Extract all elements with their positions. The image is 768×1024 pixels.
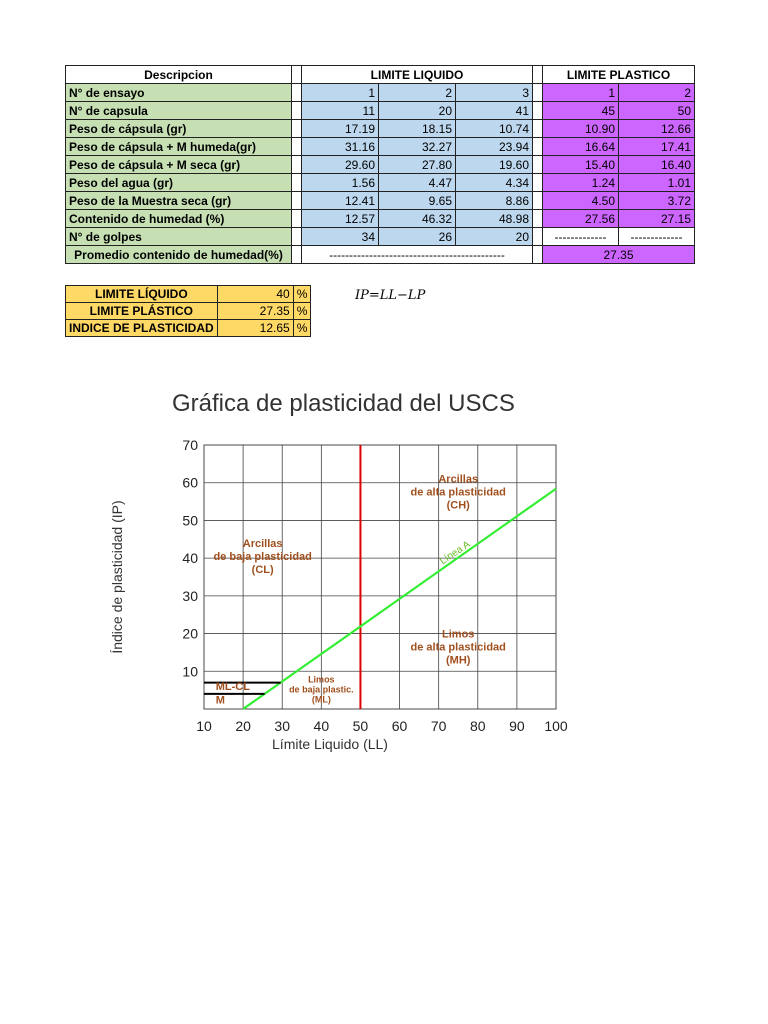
plastic-limit-cell: ------------- bbox=[543, 228, 619, 246]
region-label: M bbox=[215, 694, 225, 707]
liquid-limit-cell: 1.56 bbox=[302, 174, 379, 192]
table-row bbox=[66, 174, 695, 192]
gap-cell bbox=[292, 174, 302, 192]
average-label: Promedio contenido de humedad(%) bbox=[66, 246, 292, 264]
liquid-limit-cell: 3 bbox=[456, 84, 533, 102]
liquid-limit-cell: 12.41 bbox=[302, 192, 379, 210]
table-row bbox=[66, 102, 695, 120]
gap-cell bbox=[533, 120, 543, 138]
table-row bbox=[66, 192, 695, 210]
row-label: N° de capsula bbox=[66, 102, 292, 120]
plastic-limit-cell: ------------- bbox=[619, 228, 695, 246]
liquid-limit-cell: 8.86 bbox=[456, 192, 533, 210]
summary-value: 12.65 bbox=[217, 320, 293, 337]
liquid-limit-cell: 18.15 bbox=[379, 120, 456, 138]
plastic-limit-cell: 12.66 bbox=[619, 120, 695, 138]
gap-cell bbox=[292, 156, 302, 174]
gap-cell bbox=[292, 228, 302, 246]
gap-cell bbox=[533, 84, 543, 102]
liquid-limit-cell: 10.74 bbox=[456, 120, 533, 138]
gap-cell bbox=[533, 66, 543, 84]
y-tick-label: 10 bbox=[182, 663, 198, 680]
y-tick-label: 60 bbox=[182, 474, 198, 491]
table-row bbox=[66, 228, 695, 246]
row-label: Peso de cápsula (gr) bbox=[66, 120, 292, 138]
summary-row bbox=[66, 320, 311, 337]
chart-title: Gráfica de plasticidad del USCS bbox=[172, 390, 515, 417]
plastic-limit-cell: 16.40 bbox=[619, 156, 695, 174]
x-tick-label: 100 bbox=[544, 718, 568, 734]
summary-label: INDICE DE PLASTICIDAD bbox=[66, 320, 218, 337]
plastic-limit-cell: 15.40 bbox=[543, 156, 619, 174]
x-axis-label: Límite Liquido (LL) bbox=[272, 736, 388, 752]
row-label: Peso de cápsula + M humeda(gr) bbox=[66, 138, 292, 156]
gap-cell bbox=[292, 66, 302, 84]
liquid-limit-cell: 48.98 bbox=[456, 210, 533, 228]
summary-row bbox=[66, 286, 311, 303]
gap-cell bbox=[292, 120, 302, 138]
table-body bbox=[66, 84, 695, 246]
liquid-limit-cell: 9.65 bbox=[379, 192, 456, 210]
table-row bbox=[66, 156, 695, 174]
table-row bbox=[66, 138, 695, 156]
plastic-limit-cell: 1 bbox=[543, 84, 619, 102]
region-label: ML-CL bbox=[215, 681, 250, 694]
plastic-limit-cell: 45 bbox=[543, 102, 619, 120]
liquid-limit-cell: 46.32 bbox=[379, 210, 456, 228]
liquid-limit-cell: 17.19 bbox=[302, 120, 379, 138]
region-label: (CL) bbox=[251, 563, 274, 576]
region-label: de alta plasticidad bbox=[410, 641, 506, 654]
region-label: Arcillas bbox=[438, 473, 479, 486]
average-row bbox=[66, 246, 695, 264]
gap-cell bbox=[533, 156, 543, 174]
region-label: (MH) bbox=[446, 654, 471, 667]
liquid-limit-cell: 1 bbox=[302, 84, 379, 102]
plastic-limit-cell: 50 bbox=[619, 102, 695, 120]
y-tick-label: 70 bbox=[182, 437, 198, 453]
liquid-limit-cell: 19.60 bbox=[456, 156, 533, 174]
liquid-limit-cell: 20 bbox=[379, 102, 456, 120]
summary-label: LIMITE PLÁSTICO bbox=[66, 303, 218, 320]
row-label: N° de ensayo bbox=[66, 84, 292, 102]
liquid-limit-cell: 23.94 bbox=[456, 138, 533, 156]
liquid-limit-cell: 32.27 bbox=[379, 138, 456, 156]
gap-cell bbox=[533, 192, 543, 210]
summary-row bbox=[66, 303, 311, 320]
row-label: Contenido de humedad (%) bbox=[66, 210, 292, 228]
y-tick-label: 20 bbox=[182, 625, 198, 642]
plastic-limit-cell: 17.41 bbox=[619, 138, 695, 156]
region-label: de baja plastic. bbox=[289, 684, 354, 695]
gap-cell bbox=[292, 102, 302, 120]
region-label: (ML) bbox=[311, 694, 331, 705]
plastic-limit-cell: 27.15 bbox=[619, 210, 695, 228]
liquid-limit-cell: 2 bbox=[379, 84, 456, 102]
y-tick-label: 30 bbox=[182, 587, 198, 604]
x-tick-label: 40 bbox=[313, 718, 330, 734]
liquid-limit-cell: 31.16 bbox=[302, 138, 379, 156]
region-label: Limos bbox=[442, 628, 475, 641]
header-limite-plastico: LIMITE PLASTICO bbox=[543, 66, 695, 84]
plastic-limit-cell: 2 bbox=[619, 84, 695, 102]
y-tick-label: 40 bbox=[182, 550, 198, 567]
liquid-limit-cell: 34 bbox=[302, 228, 379, 246]
x-tick-label: 50 bbox=[352, 718, 369, 734]
x-tick-label: 10 bbox=[196, 718, 212, 734]
summary-value: 27.35 bbox=[217, 303, 293, 320]
gap-cell bbox=[292, 210, 302, 228]
x-tick-label: 60 bbox=[391, 718, 408, 734]
gap-cell bbox=[533, 174, 543, 192]
x-tick-label: 80 bbox=[469, 718, 486, 734]
region-label: Arcillas bbox=[242, 537, 283, 550]
gap-cell bbox=[292, 138, 302, 156]
gap-cell bbox=[533, 246, 543, 264]
liquid-limit-cell: 12.57 bbox=[302, 210, 379, 228]
row-label: Peso del agua (gr) bbox=[66, 174, 292, 192]
liquid-limit-cell: 4.34 bbox=[456, 174, 533, 192]
liquid-limit-cell: 4.47 bbox=[379, 174, 456, 192]
region-label: (CH) bbox=[446, 499, 470, 512]
row-label: Peso de la Muestra seca (gr) bbox=[66, 192, 292, 210]
region-label: de alta plasticidad bbox=[410, 486, 506, 499]
gap-cell bbox=[533, 138, 543, 156]
plasticity-formula: IP=LL−LP bbox=[355, 288, 426, 303]
region-label: de baja plasticidad bbox=[213, 550, 312, 563]
plastic-limit-cell: 16.64 bbox=[543, 138, 619, 156]
plastic-limit-cell: 27.56 bbox=[543, 210, 619, 228]
plastic-limit-cell: 3.72 bbox=[619, 192, 695, 210]
gap-cell bbox=[533, 102, 543, 120]
y-axis-label: Índice de plasticidad (IP) bbox=[109, 500, 125, 654]
plot-area bbox=[204, 445, 556, 709]
gap-cell bbox=[292, 84, 302, 102]
row-label: Peso de cápsula + M seca (gr) bbox=[66, 156, 292, 174]
liquid-limit-cell: 11 bbox=[302, 102, 379, 120]
plastic-limit-cell: 1.01 bbox=[619, 174, 695, 192]
y-tick-label: 50 bbox=[182, 512, 198, 529]
gap-cell bbox=[292, 246, 302, 264]
plastic-limit-cell: 10.90 bbox=[543, 120, 619, 138]
gap-cell bbox=[533, 228, 543, 246]
summary-unit: % bbox=[293, 303, 311, 320]
liquid-limit-cell: 27.80 bbox=[379, 156, 456, 174]
header-limite-liquido: LIMITE LIQUIDO bbox=[302, 66, 533, 84]
table-row bbox=[66, 84, 695, 102]
x-tick-label: 90 bbox=[509, 718, 525, 734]
liquid-limit-cell: 26 bbox=[379, 228, 456, 246]
x-tick-label: 30 bbox=[274, 718, 291, 734]
x-tick-label: 70 bbox=[430, 718, 447, 734]
plasticity-chart bbox=[100, 430, 600, 770]
region-label: Limos bbox=[308, 674, 335, 685]
soil-limits-table bbox=[65, 65, 695, 264]
plastic-limit-cell: 4.50 bbox=[543, 192, 619, 210]
summary-table bbox=[65, 285, 311, 337]
table-row bbox=[66, 120, 695, 138]
summary-value: 40 bbox=[217, 286, 293, 303]
header-descripcion: Descripcion bbox=[66, 66, 292, 84]
row-label: N° de golpes bbox=[66, 228, 292, 246]
plastic-limit-cell: 1.24 bbox=[543, 174, 619, 192]
gap-cell bbox=[533, 210, 543, 228]
summary-unit: % bbox=[293, 286, 311, 303]
average-ll-value: -------------------------------------------- bbox=[302, 246, 533, 264]
a-line-label: Línea A bbox=[438, 538, 473, 568]
liquid-limit-cell: 20 bbox=[456, 228, 533, 246]
gap-cell bbox=[292, 192, 302, 210]
liquid-limit-cell: 29.60 bbox=[302, 156, 379, 174]
liquid-limit-cell: 41 bbox=[456, 102, 533, 120]
average-lp-value: 27.35 bbox=[543, 246, 695, 264]
summary-unit: % bbox=[293, 320, 311, 337]
table-row bbox=[66, 210, 695, 228]
summary-body bbox=[66, 286, 311, 337]
table-header-row bbox=[66, 66, 695, 84]
x-tick-label: 20 bbox=[235, 718, 251, 734]
summary-label: LIMITE LÍQUIDO bbox=[66, 286, 218, 303]
